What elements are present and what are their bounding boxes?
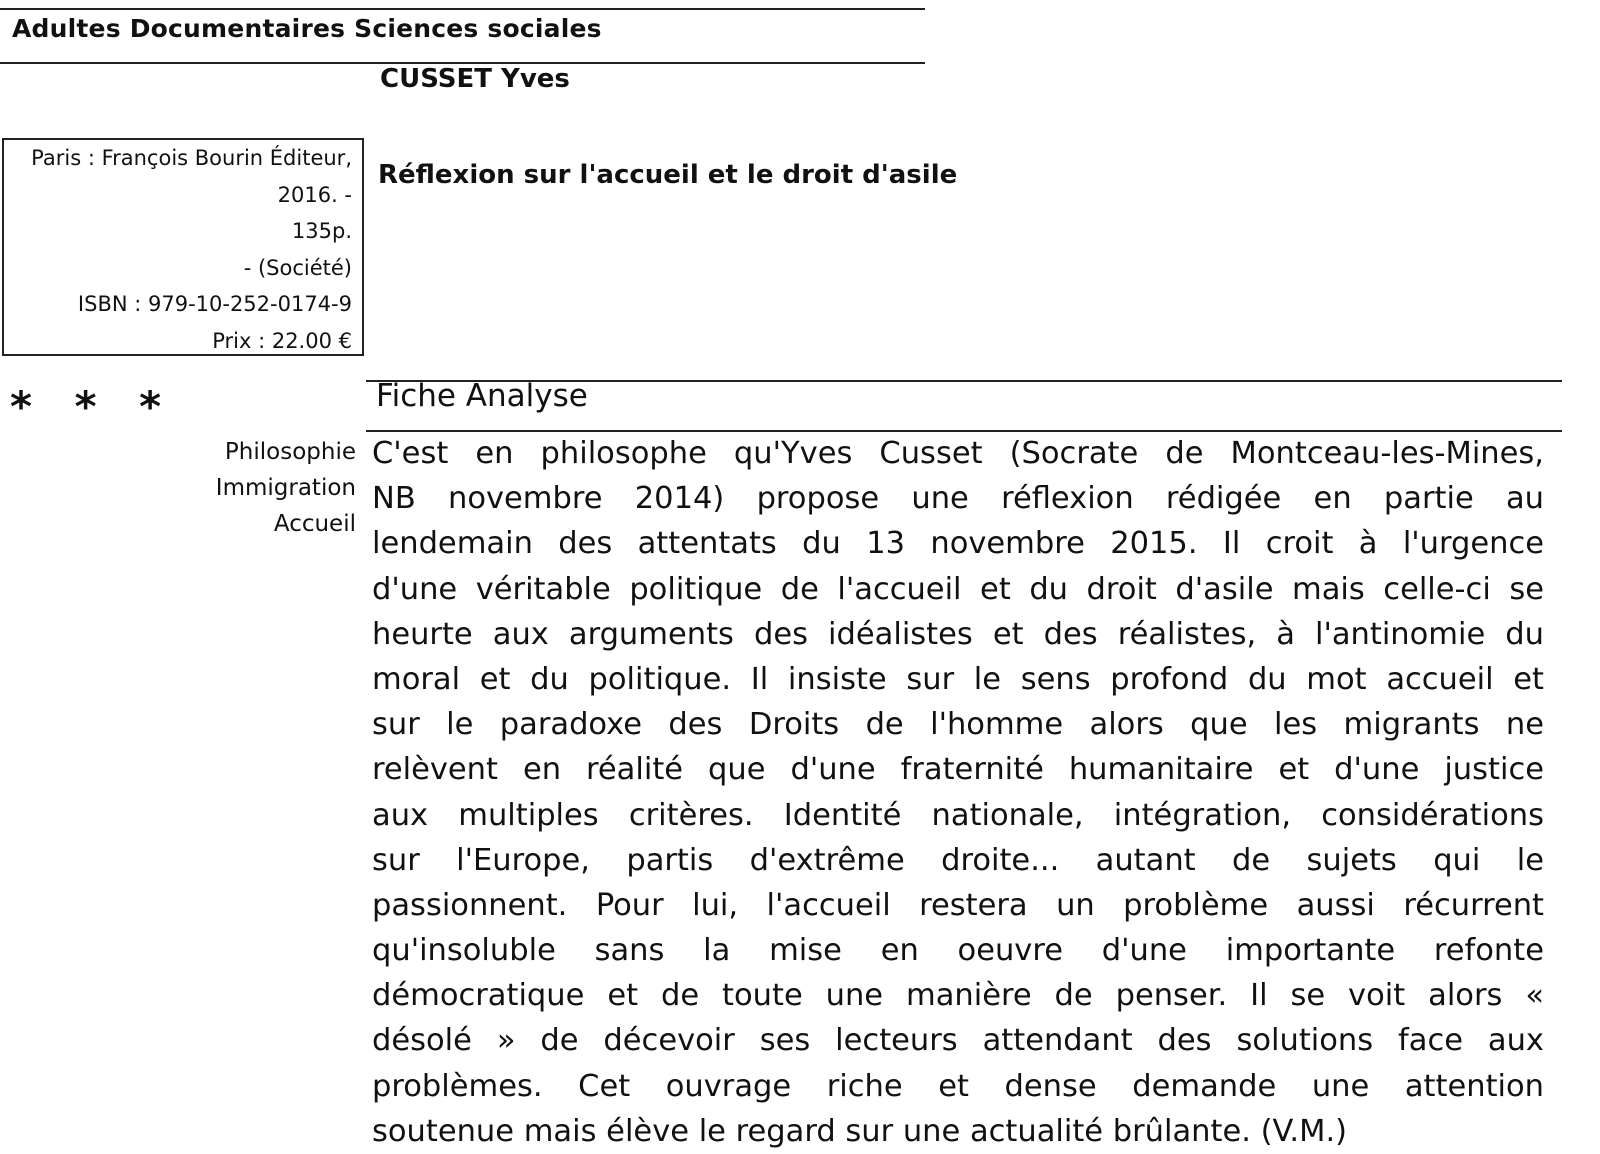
analysis-text [372, 431, 1544, 1154]
analysis-line: NB novembre 2014) propose une réflexion rédigée en partie au [372, 481, 1544, 517]
bibliographic-info-box [2, 138, 364, 356]
analysis-line: C'est en philosophe qu'Yves Cusset (Socrate de Montceau-les-Mines, [372, 436, 1544, 471]
keyword: Accueil [273, 511, 356, 537]
analysis-line: qu'insoluble sans la mise en oeuvre d'une importante refonte [372, 933, 1544, 969]
analysis-line: soutenue mais élève le regard sur une actualité brûlante. (V.M.) [372, 1113, 1348, 1149]
keyword: Philosophie [224, 439, 356, 465]
analysis-line: heurte aux arguments des idéalistes et des réalistes, à l'antinomie du [372, 616, 1544, 652]
pages-line: 135p. [291, 219, 352, 243]
price-line: Prix : 22.00 € [212, 328, 352, 353]
isbn-line: ISBN : 979-10-252-0174-9 [77, 292, 352, 316]
publisher-line: Paris : François Bourin Éditeur, [31, 146, 352, 170]
analysis-line: lendemain des attentats du 13 novembre 2015. Il croit à l'urgence [372, 526, 1544, 562]
author-name: CUSSET Yves [380, 64, 570, 94]
analysis-line: démocratique et de toute une manière de penser. Il se voit alors « [372, 978, 1544, 1014]
keywords-list [160, 434, 356, 542]
top-divider [0, 8, 925, 10]
analysis-line: problèmes. Cet ouvrage riche et dense demande une attention [372, 1068, 1544, 1104]
analysis-line: désolé » de décevoir ses lecteurs attendant des solutions face aux [372, 1023, 1544, 1059]
fiche-analyse-heading: Fiche Analyse [376, 378, 588, 414]
keyword: Immigration [215, 475, 356, 501]
analysis-line: sur l'Europe, partis d'extrême droite... autant de sujets qui le [372, 842, 1544, 878]
analysis-line: sur le paradoxe des Droits de l'homme alors que les migrants ne [372, 707, 1544, 743]
analysis-line: relèvent en réalité que d'une fraternité humanitaire et d'une justice [372, 752, 1544, 788]
collection-line: - (Société) [243, 255, 352, 280]
rating-stars: * * * [10, 382, 176, 431]
analysis-line: passionnent. Pour lui, l'accueil restera un problème aussi récurrent [372, 887, 1544, 923]
section-heading: Adultes Documentaires Sciences sociales [12, 14, 602, 43]
analysis-line: d'une véritable politique de l'accueil et du droit d'asile mais celle-ci se [372, 571, 1544, 607]
book-title: Réflexion sur l'accueil et le droit d'asile [378, 160, 958, 190]
year-line: 2016. - [277, 182, 352, 207]
analysis-line: moral et du politique. Il insiste sur le sens profond du mot accueil et [372, 661, 1544, 697]
analysis-line: aux multiples critères. Identité nationale, intégration, considérations [372, 797, 1544, 833]
